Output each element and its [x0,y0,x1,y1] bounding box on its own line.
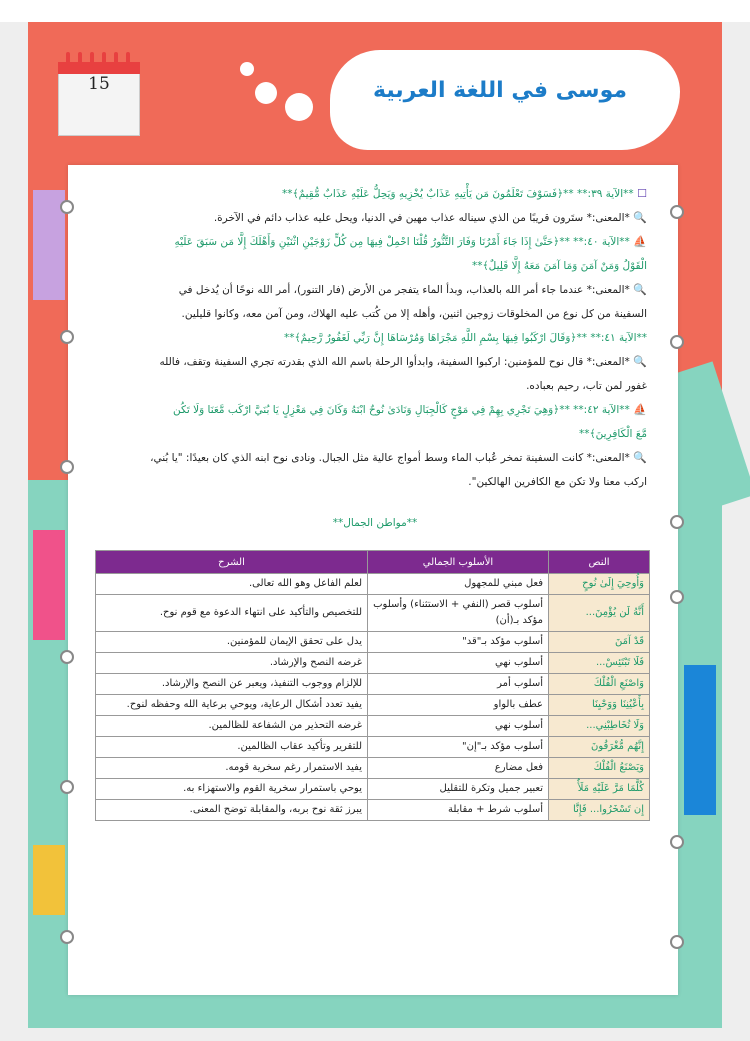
verse-text: **الآية ٤٢:** **﴿وَهِيَ تَجْرِي بِهِمْ فِي مَوْجٍ كَالْجِبَالِ وَنَادَىٰ نُوحٌ ابْنَهُ وَكَانَ فِي مَعْزِلٍ يَا بُنَيَّ ارْكَب مَّعَنَا وَلَا تَكُن [173,404,630,416]
verse-line [92,230,647,254]
cell-style: أسلوب مؤكد بـ"إن" [368,737,549,758]
cell-style: أسلوب أمر [368,674,549,695]
table-row [96,653,650,674]
cell-text: بِأَعْيُنِنَا وَوَحْيِنَا [549,695,650,716]
ring-icon [60,200,74,214]
cell-style: أسلوب قصر (النفي + الاستثناء) وأسلوب مؤكد بـ(أن) [368,595,549,632]
calendar-ring [90,52,94,68]
tab-pink [33,530,65,640]
cell-style: أسلوب نهي [368,653,549,674]
cell-explanation: غرضه التحذير من الشفاعة للظالمين. [96,716,368,737]
cell-explanation: للتقرير وتأكيد عقاب الظالمين. [96,737,368,758]
search-icon: 🔍 [629,451,647,464]
calendar-ring [78,52,82,68]
cell-explanation: يبرز ثقة نوح بربه، والمقابلة توضح المعنى. [96,800,368,821]
header-style: الأسلوب الجمالي [368,551,549,574]
ring-icon [60,460,74,474]
cloud-bubble [285,93,313,121]
top-strip [0,0,750,22]
ring-icon [60,650,74,664]
ship-icon: ⛵ [629,403,647,416]
table-row [96,716,650,737]
cloud-bubble [255,82,277,104]
meaning-text: *المعنى:* كانت السفينة تمخر عُباب الماء وسط أمواج عالية مثل الجبال. ونادى نوح ابنه الذي كان بعيدًا: "يا بُني، [150,452,630,464]
verses-content [92,182,647,494]
cell-explanation: غرضه النصح والإرشاد. [96,653,368,674]
cell-style: أسلوب شرط + مقابلة [368,800,549,821]
verse-line [92,182,647,206]
verse-text: **الآية ٣٩:** **﴿فَسَوْفَ تَعْلَمُونَ مَن يَأْتِيهِ عَذَابٌ يُخْزِيهِ وَيَحِلُّ عَلَيْهِ عَذَابٌ مُّقِيمٌ﴾** [281,188,634,200]
ring-icon [670,335,684,349]
header-text: النص [549,551,650,574]
ring-icon [670,515,684,529]
verse-line: الْقَوْلُ وَمَنْ آمَنَ وَمَا آمَنَ مَعَهُ إِلَّا قَلِيلٌ﴾** [472,260,647,272]
meaning-line [92,206,647,230]
table-row [96,574,650,595]
cell-style: عطف بالواو [368,695,549,716]
verse-text: **الآية ٤٠:** **﴿حَتَّىٰ إِذَا جَاءَ أَمْرُنَا وَفَارَ التَّنُّورُ قُلْنَا احْمِلْ فِيهَا مِن كُلٍّ زَوْجَيْنِ اثْنَيْنِ وَأَهْلَكَ إِلَّا مَن سَبَقَ عَلَيْهِ [174,236,630,248]
meaning-text: *المعنى:* ستَرون قريبًا من الذي سيناله عذاب مهين في الدنيا، ويحل عليه عذاب دائم في الآخرة. [213,212,630,224]
cell-style: أسلوب مؤكد بـ"قد" [368,632,549,653]
table-body [96,574,650,821]
cell-explanation: للإلزام ووجوب التنفيذ، ويعبر عن النصح والإرشاد. [96,674,368,695]
table-row [96,800,650,821]
table-row [96,737,650,758]
section-title: **مواطن الجمال** [332,517,418,529]
cloud-bubble [240,62,254,76]
table-row [96,779,650,800]
ring-icon [670,590,684,604]
cell-text: أَنَّهُ لَن يُؤْمِنَ... [549,595,650,632]
cell-explanation: يدل على تحقق الإيمان للمؤمنين. [96,632,368,653]
cell-explanation: للتخصيص والتأكيد على انتهاء الدعوة مع قوم نوح. [96,595,368,632]
page-number: 15 [88,74,110,94]
table-row [96,674,650,695]
meaning-text: *المعنى:* قال نوح للمؤمنين: اركبوا السفينة، وابدأوا الرحلة باسم الله الذي بقدرته تجري السفينة وتقف، فالله [159,356,630,368]
verse-line: مَّعَ الْكَافِرِينَ﴾** [578,428,647,440]
tab-yellow [33,845,65,915]
meaning-line [92,278,647,302]
search-icon: 🔍 [629,355,647,368]
header-explanation: الشرح [96,551,368,574]
calendar-ring [102,52,106,68]
calendar-ring [114,52,118,68]
ring-icon [670,835,684,849]
cell-text: وَيَصْنَعُ الْفُلْكَ [549,758,650,779]
table-header-row [96,551,650,574]
cell-text: وَاصْنَعِ الْفُلْكَ [549,674,650,695]
ring-icon [670,205,684,219]
checkbox-icon: ☐ [633,187,647,200]
calendar-icon [58,52,140,136]
ring-icon [670,935,684,949]
ring-icon [60,780,74,794]
verse-line: **الآية ٤١:** **﴿وَقَالَ ارْكَبُوا فِيهَا بِسْمِ اللَّهِ مَجْرَاهَا وَمُرْسَاهَا إِنَّ رَبِّي لَغَفُورٌ رَّحِيمٌ﴾** [283,332,647,344]
table-row [96,595,650,632]
cell-explanation: لعلم الفاعل وهو الله تعالى. [96,574,368,595]
ring-icon [60,930,74,944]
search-icon: 🔍 [629,283,647,296]
cell-text: قَدْ آمَنَ [549,632,650,653]
cell-style: فعل مبني للمجهول [368,574,549,595]
table-row [96,758,650,779]
cell-explanation: يوحي باستمرار سخرية القوم والاستهزاء به. [96,779,368,800]
cell-explanation: يفيد الاستمرار رغم سخرية قومه. [96,758,368,779]
calendar-ring [66,52,70,68]
cell-text: إِن تَسْخَرُوا... فَإِنَّا [549,800,650,821]
calendar-ring [126,52,130,68]
tab-blue [684,665,716,815]
cell-text: وَلَا تُخَاطِبْنِي... [549,716,650,737]
meaning-text: *المعنى:* عندما جاء أمر الله بالعذاب، وبدأ الماء يتفجر من الأرض (فار التنور)، أمر الله نوحًا أن يُدخل في [178,284,630,296]
cell-style: أسلوب نهي [368,716,549,737]
search-icon: 🔍 [629,211,647,224]
table-row [96,695,650,716]
ship-icon: ⛵ [629,235,647,248]
verse-line [92,398,647,422]
cell-text: وَأُوحِيَ إِلَىٰ نُوحٍ [549,574,650,595]
ring-icon [60,330,74,344]
cell-style: فعل مضارع [368,758,549,779]
cell-explanation: يفيد تعدد أشكال الرعاية، ويوحي برعاية الله وحفظه لنوح. [96,695,368,716]
cell-text: كُلَّمَا مَرَّ عَلَيْهِ مَلَأٌ [549,779,650,800]
meaning-line: اركب معنا ولا تكن مع الكافرين الهالكين". [468,476,647,488]
meaning-line [92,350,647,374]
cell-text: إِنَّهُم مُّغْرَقُونَ [549,737,650,758]
page-title: موسى في اللغة العربية [373,78,627,103]
beauty-table [95,550,650,821]
cell-style: تعبير جميل وتكرة للتقليل [368,779,549,800]
meaning-line: السفينة من كل نوع من المخلوقات زوجين اثنين، وأهله إلا من كُتب عليه الهلاك، ومن آمن معه، وكانوا قليلين. [181,308,647,320]
cell-text: فَلَا تَبْتَئِسْ... [549,653,650,674]
meaning-line: غفور لمن تاب، رحيم بعباده. [526,380,647,392]
meaning-line [92,446,647,470]
table-row [96,632,650,653]
